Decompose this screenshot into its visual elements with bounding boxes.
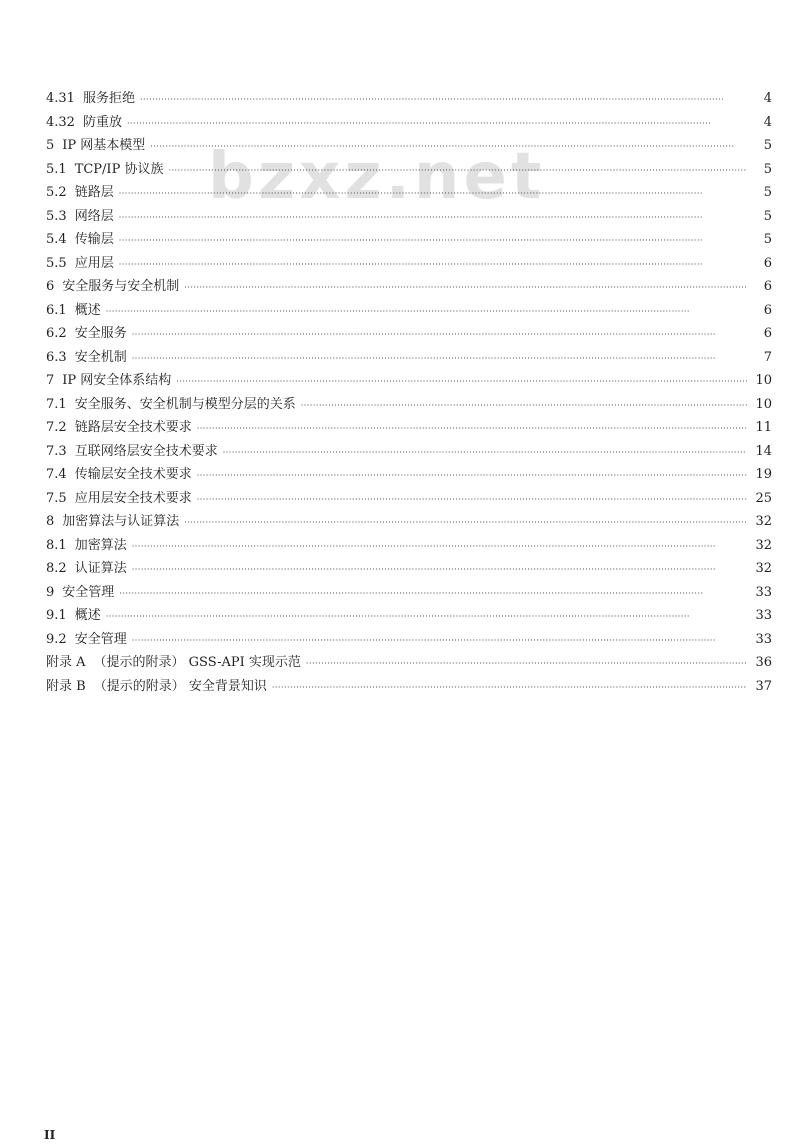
toc-page: 11 [755, 420, 772, 435]
toc-entry[interactable] [46, 487, 772, 511]
toc-page: 5 [763, 161, 772, 177]
toc-page: 5 [763, 138, 772, 153]
toc-page: 19 [755, 467, 772, 482]
toc-title: 互联网络层安全技术要求 [74, 443, 218, 459]
toc-page: 33 [755, 584, 772, 600]
dot-leader [176, 370, 747, 394]
toc-entry[interactable] [46, 275, 772, 299]
dot-leader [168, 159, 747, 183]
toc-title: IP 网基本模型 [62, 138, 146, 153]
toc-page: 6 [763, 302, 772, 318]
dot-leader [184, 276, 747, 300]
dot-leader [132, 558, 747, 582]
toc-number: 7.1 [46, 396, 67, 412]
toc-page: 37 [755, 678, 772, 694]
table-of-contents [46, 87, 772, 698]
dot-leader [197, 488, 747, 512]
toc-entry[interactable] [46, 581, 772, 605]
toc-number: 8 [46, 514, 55, 529]
dot-leader [197, 417, 747, 441]
dot-leader [119, 253, 747, 277]
toc-number: 9.2 [46, 631, 67, 647]
toc-title: 应用层 [74, 255, 114, 271]
toc-page: 5 [763, 208, 772, 224]
toc-title: 认证算法 [74, 561, 127, 576]
dot-leader [150, 135, 747, 159]
toc-number: 7.4 [46, 467, 67, 482]
toc-number: 7.5 [46, 490, 67, 506]
toc-entry[interactable] [46, 463, 772, 487]
toc-page: 33 [755, 631, 772, 647]
toc-number: 5.1 [46, 161, 67, 177]
toc-number: 7.2 [46, 420, 67, 435]
toc-page: 32 [755, 561, 772, 576]
toc-number: 6.1 [46, 302, 67, 318]
toc-entry[interactable] [46, 440, 772, 464]
toc-page: 32 [755, 537, 772, 553]
toc-entry[interactable] [46, 416, 772, 440]
dot-leader [197, 464, 747, 488]
toc-entry[interactable] [46, 228, 772, 252]
toc-title: 加密算法与认证算法 [62, 514, 180, 529]
toc-title: TCP/IP 协议族 [74, 161, 164, 177]
toc-entry[interactable] [46, 299, 772, 323]
toc-number: 5.3 [46, 208, 67, 224]
dot-leader [119, 582, 747, 606]
toc-title: 应用层安全技术要求 [74, 490, 192, 506]
toc-title: 安全机制 [74, 349, 127, 365]
dot-leader [119, 229, 747, 253]
toc-entry[interactable] [46, 252, 772, 276]
toc-entry[interactable] [46, 369, 772, 393]
toc-page: 36 [755, 655, 772, 670]
toc-entry[interactable] [46, 346, 772, 370]
dot-leader [132, 535, 747, 559]
toc-number: 附录 A [46, 655, 86, 670]
toc-entry[interactable] [46, 181, 772, 205]
toc-entry[interactable] [46, 87, 772, 111]
toc-entry[interactable] [46, 651, 772, 675]
toc-number: 7.3 [46, 443, 67, 459]
toc-page: 32 [755, 514, 772, 529]
toc-page: 7 [763, 349, 772, 365]
dot-leader [272, 676, 747, 700]
toc-entry[interactable] [46, 134, 772, 158]
page-number: II [44, 1128, 56, 1142]
toc-number: 5.2 [46, 185, 67, 200]
toc-title: （提示的附录） GSS-API 实现示范 [93, 655, 301, 670]
toc-entry[interactable] [46, 628, 772, 652]
toc-page: 6 [763, 326, 772, 341]
toc-title: 安全服务、安全机制与模型分层的关系 [74, 396, 296, 412]
dot-leader [106, 605, 747, 629]
dot-leader [140, 88, 747, 112]
toc-entry[interactable] [46, 393, 772, 417]
toc-number: 5.4 [46, 232, 67, 247]
toc-entry[interactable] [46, 111, 772, 135]
toc-title: 网络层 [74, 208, 114, 224]
toc-title: 链路层 [74, 185, 114, 200]
toc-page: 10 [755, 373, 772, 388]
toc-entry[interactable] [46, 604, 772, 628]
toc-number: 5.5 [46, 255, 67, 271]
toc-number: 4.32 [46, 114, 75, 130]
toc-title: 概述 [74, 608, 101, 623]
dot-leader [132, 347, 747, 371]
dot-leader [301, 394, 747, 418]
toc-number: 6 [46, 279, 55, 294]
toc-title: 防重放 [82, 114, 122, 130]
dot-leader [132, 629, 747, 653]
toc-page: 4 [763, 91, 772, 106]
dot-leader [106, 300, 747, 324]
toc-page: 33 [755, 608, 772, 623]
toc-title: 概述 [74, 302, 101, 318]
toc-title: 加密算法 [74, 537, 127, 553]
toc-entry[interactable] [46, 675, 772, 699]
toc-number: 5 [46, 138, 55, 153]
toc-entry[interactable] [46, 557, 772, 581]
toc-title: 传输层安全技术要求 [74, 467, 192, 482]
toc-number: 6.2 [46, 326, 67, 341]
toc-number: 9.1 [46, 608, 67, 623]
toc-page: 5 [763, 232, 772, 247]
toc-title: 安全服务 [74, 326, 127, 341]
toc-page: 5 [763, 185, 772, 200]
toc-title: （提示的附录） 安全背景知识 [93, 678, 267, 694]
toc-title: 安全管理 [62, 584, 115, 600]
toc-page: 6 [763, 255, 772, 271]
toc-number: 6.3 [46, 349, 67, 365]
toc-page: 6 [763, 279, 772, 294]
toc-entry[interactable] [46, 205, 772, 229]
dot-leader [127, 112, 747, 136]
dot-leader [132, 323, 747, 347]
toc-number: 9 [46, 584, 55, 600]
toc-title: IP 网安全体系结构 [62, 373, 172, 388]
toc-number: 4.31 [46, 91, 75, 106]
dot-leader [223, 441, 747, 465]
toc-title: 安全管理 [74, 631, 127, 647]
toc-title: 传输层 [74, 232, 114, 247]
toc-number: 8.2 [46, 561, 67, 576]
toc-entry[interactable] [46, 158, 772, 182]
toc-page: 25 [755, 490, 772, 506]
toc-entry[interactable] [46, 510, 772, 534]
dot-leader [119, 182, 747, 206]
toc-page: 4 [763, 114, 772, 130]
toc-number: 7 [46, 373, 55, 388]
toc-title: 服务拒绝 [82, 91, 135, 106]
dot-leader [184, 511, 747, 535]
dot-leader [119, 206, 747, 230]
toc-number: 附录 B [46, 678, 86, 694]
toc-entry[interactable] [46, 322, 772, 346]
watermark: bzxz.net [208, 140, 546, 214]
toc-page: 10 [755, 396, 772, 412]
dot-leader [306, 652, 747, 676]
toc-page: 14 [755, 443, 772, 459]
toc-title: 链路层安全技术要求 [74, 420, 192, 435]
toc-title: 安全服务与安全机制 [62, 279, 180, 294]
toc-number: 8.1 [46, 537, 67, 553]
toc-entry[interactable] [46, 534, 772, 558]
